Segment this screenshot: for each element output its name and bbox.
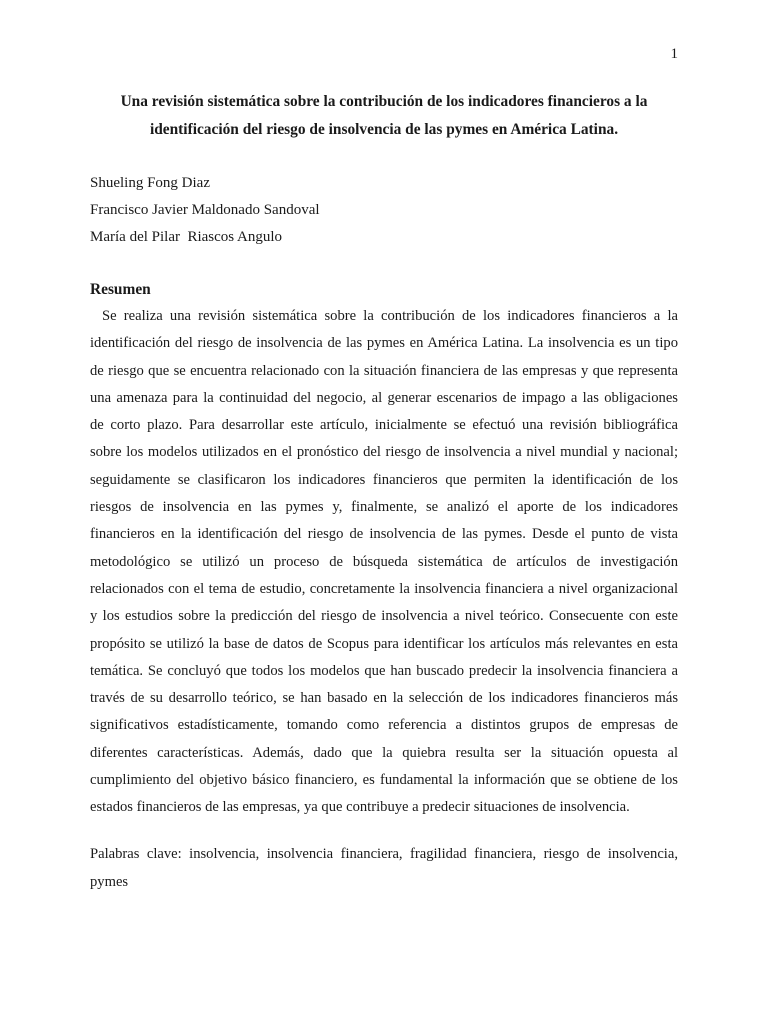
abstract-heading: Resumen	[90, 281, 151, 298]
author-name: Shueling Fong Diaz	[90, 175, 210, 191]
abstract-line: de riesgo que se encuentra relacionado con la situación financiera de las empresas y que representa	[90, 362, 678, 379]
title-line: identificación del riesgo de insolvencia de las pymes en América Latina.	[149, 121, 619, 138]
abstract-line: sobre los modelos utilizados en el pronóstico del riesgo de insolvencia a nivel mundial y nacional;	[90, 444, 678, 461]
abstract-line: cumplimiento del objetivo básico financiero, es fundamental la información que se obtiene de los	[90, 772, 678, 789]
keywords-line: Palabras clave: insolvencia, insolvencia financiera, fragilidad financiera, riesgo de insolvencia,	[90, 846, 678, 862]
abstract-line: una amenaza para la continuidad del negocio, al generar escenarios de impago a las obligaciones	[90, 389, 678, 406]
abstract-line: diferentes características. Además, dado que la quiebra resulta ser la situación opuesta al	[90, 744, 678, 761]
page-number: 1	[670, 46, 678, 62]
paper-title	[90, 88, 678, 144]
abstract-line: riesgos de insolvencia en las pymes y, finalmente, se analizó el aporte de los indicadores	[90, 499, 678, 516]
abstract-line: estados financieros de las empresas, ya que contribuye a predecir situaciones de insolvencia.	[90, 799, 630, 816]
title-line: Una revisión sistemática sobre la contribución de los indicadores financieros a la	[120, 93, 648, 110]
abstract-line: relacionados con el tema de estudio, concretamente la insolvencia financiera a nivel organizacional	[90, 580, 678, 597]
abstract-line: y los estudios sobre la predicción del riesgo de insolvencia a nivel teórico. Consecuente con este	[90, 608, 678, 625]
author-name: Francisco Javier Maldonado Sandoval	[90, 202, 320, 218]
author-list	[90, 170, 678, 251]
abstract-line: seguidamente se clasificaron los indicadores financieros que permiten la identificación de los	[90, 471, 678, 488]
keywords-line: pymes	[90, 874, 129, 890]
abstract-body	[90, 303, 678, 822]
abstract-line: identificación del riesgo de insolvencia de las pymes en América Latina. La insolvencia es un tipo	[90, 335, 678, 352]
abstract-line: través de su desarrollo teórico, se han basado en la selección de los indicadores financieros más	[90, 690, 678, 707]
abstract-line: significativos estadísticamente, tomando como referencia a distintos grupos de empresas de	[90, 717, 678, 734]
author-name: María del Pilar Riascos Angulo	[90, 229, 283, 245]
abstract-line: Se realiza una revisión sistemática sobre la contribución de los indicadores financieros a la	[102, 308, 678, 324]
abstract-line: propósito se utilizó la base de datos de Scopus para identificar los artículos más relevantes en esta	[90, 635, 678, 652]
keywords	[90, 840, 678, 896]
abstract-line: de corto plazo. Para desarrollar este artículo, inicialmente se efectuó una revisión bibliográfica	[90, 417, 678, 434]
abstract-line: temática. Se concluyó que todos los modelos que han buscado predecir la insolvencia financiera a	[90, 662, 678, 679]
abstract-line: metodológico se utilizó un proceso de búsqueda sistemática de artículos de investigación	[90, 553, 678, 570]
abstract-line: financieros en la identificación del riesgo de insolvencia de las pymes. Desde el punto de vista	[90, 526, 678, 543]
